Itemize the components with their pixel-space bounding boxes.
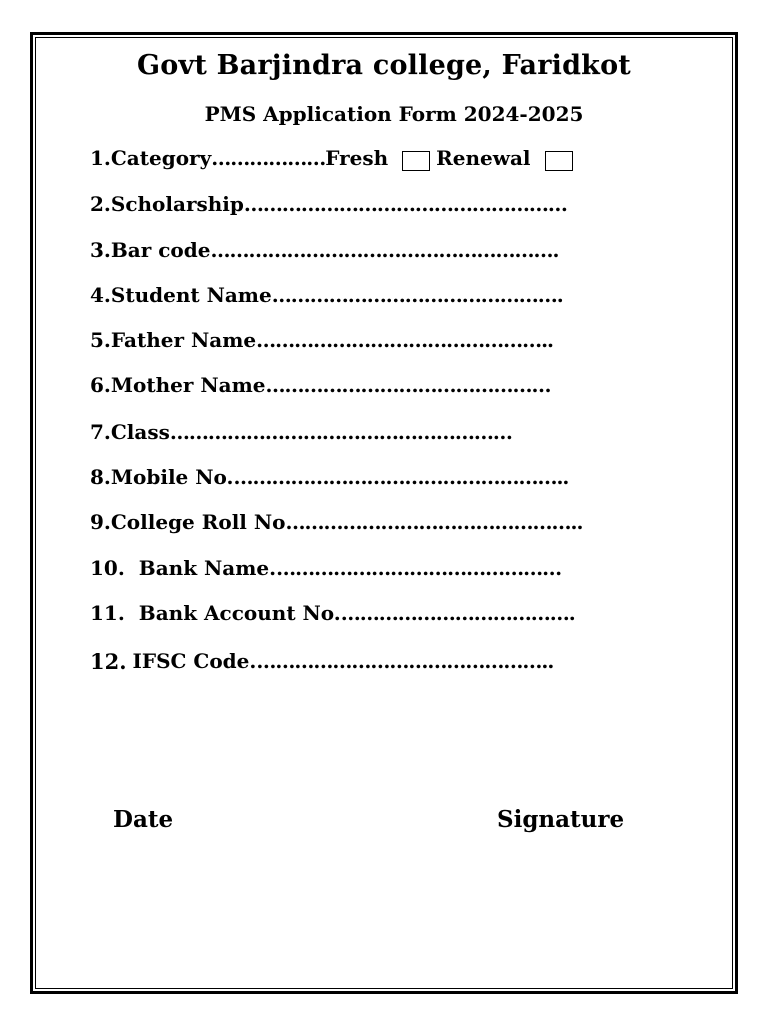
fill-line: ………………………………. [340,601,575,625]
field-label: Bar code [110,238,211,262]
field-label: Class [110,420,170,444]
field-number: 6. [90,373,111,397]
field-label: Bank Name. [138,556,277,580]
field-label: Father Name [110,328,257,352]
college-title: Govt Barjindra college, Faridkot [137,50,631,81]
field-number: 7. [90,420,111,444]
field-label: Mobile No. [110,465,234,489]
field-label: College Roll No [110,510,286,534]
fill-line: ……………………………………….. [256,649,554,673]
field-number: 3. [90,238,111,262]
fill-line: ……………………………………… [265,373,551,397]
field-college-roll-no[interactable] [90,509,582,535]
fill-line: …………………………………………… [243,192,567,216]
fill-line: …………………………………………….. [233,465,569,489]
field-bank-account-no[interactable] [90,600,575,626]
field-number: 1. [90,146,111,170]
fill-line: ……………………………………… [276,556,562,580]
field-label: Bank Account No. [138,601,341,625]
signature-label: Signature [497,806,625,833]
field-number: 4. [90,283,111,307]
fill-line: ……………………………………….. [256,328,554,352]
fill-line: ………………………………………………. [210,238,559,262]
field-bank-name[interactable] [90,555,561,581]
field-label: Scholarship [110,192,244,216]
field-number: 12. [90,648,127,674]
field-number: 5. [90,328,111,352]
fill-line: ………………………………………. [271,283,563,307]
field-scholarship[interactable] [90,191,567,217]
fill-line: ……………… [211,146,326,170]
field-class[interactable] [90,419,512,445]
fill-line: ……………………………………….. [285,510,583,534]
option-renewal-label: Renewal [436,146,531,170]
date-label: Date [113,806,174,833]
field-category [90,145,579,171]
field-number: 8. [90,465,111,489]
field-number: 11. [90,601,125,625]
field-number: 2. [90,192,111,216]
field-label: Category [110,146,212,170]
field-father-name[interactable] [90,327,553,353]
form-subtitle: PMS Application Form 2024-2025 [204,102,584,126]
field-mobile-no[interactable] [90,464,568,490]
option-fresh-label: Fresh [325,146,389,170]
renewal-checkbox[interactable] [545,151,573,171]
field-number: 9. [90,510,111,534]
field-mother-name[interactable] [90,372,551,398]
field-label: Student Name [110,283,272,307]
field-label: IFSC Code. [132,649,257,673]
field-number: 10. [90,556,125,580]
fill-line: ……………………………………………… [169,420,512,444]
field-student-name[interactable] [90,282,563,308]
fresh-checkbox[interactable] [402,151,430,171]
field-bar-code[interactable] [90,237,558,263]
field-ifsc-code[interactable] [90,648,553,674]
field-label: Mother Name [110,373,266,397]
